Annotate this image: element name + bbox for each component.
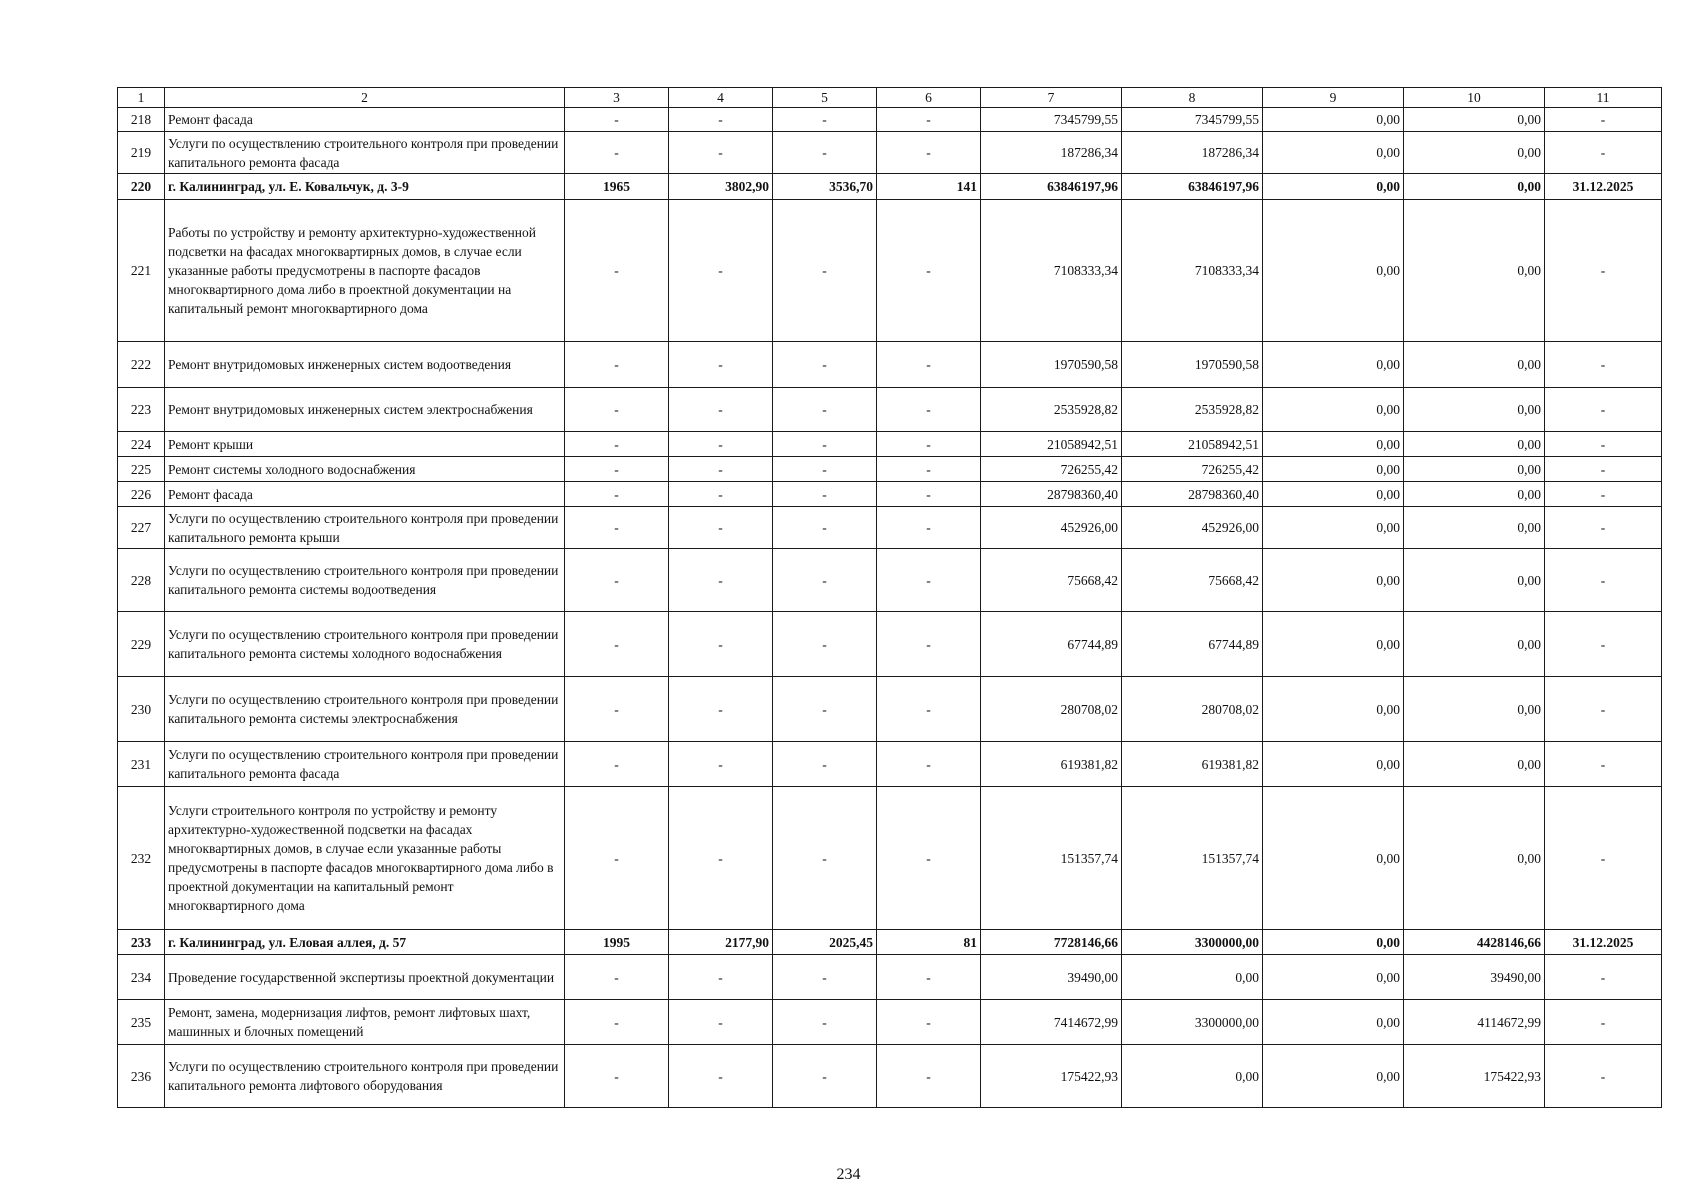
header-cell: 10 <box>1404 88 1545 108</box>
col-5-cell: - <box>773 677 877 742</box>
col-9-cell: 0,00 <box>1263 955 1404 1000</box>
col-4-cell: - <box>669 549 773 612</box>
col-11-cell: - <box>1545 1000 1662 1045</box>
col-8-cell: 1970590,58 <box>1122 342 1263 388</box>
col-11-cell: - <box>1545 787 1662 930</box>
col-4-cell: - <box>669 132 773 174</box>
col-11-cell: - <box>1545 1045 1662 1108</box>
col-7-cell: 452926,00 <box>981 507 1122 549</box>
col-7-cell: 7345799,55 <box>981 108 1122 132</box>
col-3-cell: - <box>565 1045 669 1108</box>
col-5-cell: - <box>773 507 877 549</box>
col-7-cell: 175422,93 <box>981 1045 1122 1108</box>
col-7-cell: 21058942,51 <box>981 432 1122 457</box>
work-name-cell: Услуги по осуществлению строительного контроля при проведении капитального ремонта системы водоотведения <box>165 549 565 612</box>
col-11-cell: - <box>1545 457 1662 482</box>
col-5-cell: - <box>773 742 877 787</box>
row-number-cell: 227 <box>118 507 165 549</box>
col-4-cell: - <box>669 457 773 482</box>
col-6-cell: - <box>877 1045 981 1108</box>
work-name-cell: Ремонт фасада <box>165 482 565 507</box>
col-4-cell: - <box>669 108 773 132</box>
work-name-cell: Ремонт системы холодного водоснабжения <box>165 457 565 482</box>
row-number-cell: 229 <box>118 612 165 677</box>
col-11-cell: - <box>1545 342 1662 388</box>
col-9-cell: 0,00 <box>1263 108 1404 132</box>
col-6-cell: - <box>877 342 981 388</box>
col-4-cell: - <box>669 742 773 787</box>
row-number-cell: 236 <box>118 1045 165 1108</box>
col-10-cell: 0,00 <box>1404 200 1545 342</box>
table-row <box>118 457 1662 482</box>
col-8-cell: 619381,82 <box>1122 742 1263 787</box>
work-name-cell: Ремонт внутридомовых инженерных систем электроснабжения <box>165 388 565 432</box>
col-11-cell: - <box>1545 200 1662 342</box>
col-5-cell: - <box>773 549 877 612</box>
col-10-cell: 0,00 <box>1404 174 1545 200</box>
col-10-cell: 0,00 <box>1404 742 1545 787</box>
col-8-cell: 21058942,51 <box>1122 432 1263 457</box>
work-name-cell: Проведение государственной экспертизы проектной документации <box>165 955 565 1000</box>
header-cell: 7 <box>981 88 1122 108</box>
col-3-cell: - <box>565 457 669 482</box>
col-3-cell: 1965 <box>565 174 669 200</box>
col-7-cell: 75668,42 <box>981 549 1122 612</box>
row-number-cell: 221 <box>118 200 165 342</box>
table-row <box>118 677 1662 742</box>
col-3-cell: - <box>565 955 669 1000</box>
col-4-cell: - <box>669 482 773 507</box>
col-3-cell: - <box>565 677 669 742</box>
work-name-cell: г. Калининград, ул. Еловая аллея, д. 57 <box>165 930 565 955</box>
row-number-cell: 232 <box>118 787 165 930</box>
col-10-cell: 0,00 <box>1404 342 1545 388</box>
col-11-cell: - <box>1545 612 1662 677</box>
col-6-cell: - <box>877 955 981 1000</box>
header-cell: 1 <box>118 88 165 108</box>
col-8-cell: 28798360,40 <box>1122 482 1263 507</box>
col-6-cell: - <box>877 200 981 342</box>
col-3-cell: - <box>565 388 669 432</box>
col-4-cell: - <box>669 388 773 432</box>
col-7-cell: 187286,34 <box>981 132 1122 174</box>
col-6-cell: - <box>877 612 981 677</box>
table-row <box>118 108 1662 132</box>
col-6-cell: - <box>877 432 981 457</box>
work-name-cell: Ремонт крыши <box>165 432 565 457</box>
col-7-cell: 726255,42 <box>981 457 1122 482</box>
col-3-cell: - <box>565 507 669 549</box>
col-8-cell: 75668,42 <box>1122 549 1263 612</box>
work-name-cell: Ремонт, замена, модернизация лифтов, ремонт лифтовых шахт, машинных и блочных помещений <box>165 1000 565 1045</box>
col-6-cell: - <box>877 1000 981 1045</box>
col-7-cell: 619381,82 <box>981 742 1122 787</box>
col-10-cell: 0,00 <box>1404 507 1545 549</box>
col-5-cell: - <box>773 432 877 457</box>
col-10-cell: 175422,93 <box>1404 1045 1545 1108</box>
col-8-cell: 0,00 <box>1122 955 1263 1000</box>
col-11-cell: - <box>1545 432 1662 457</box>
row-number-cell: 222 <box>118 342 165 388</box>
row-number-cell: 225 <box>118 457 165 482</box>
col-9-cell: 0,00 <box>1263 1000 1404 1045</box>
col-8-cell: 187286,34 <box>1122 132 1263 174</box>
row-number-cell: 218 <box>118 108 165 132</box>
work-name-cell: г. Калининград, ул. Е. Ковальчук, д. 3-9 <box>165 174 565 200</box>
table-row <box>118 342 1662 388</box>
row-number-cell: 224 <box>118 432 165 457</box>
col-8-cell: 452926,00 <box>1122 507 1263 549</box>
col-5-cell: 3536,70 <box>773 174 877 200</box>
col-6-cell: - <box>877 388 981 432</box>
col-10-cell: 4114672,99 <box>1404 1000 1545 1045</box>
col-7-cell: 28798360,40 <box>981 482 1122 507</box>
col-5-cell: - <box>773 108 877 132</box>
col-10-cell: 0,00 <box>1404 549 1545 612</box>
col-3-cell: - <box>565 482 669 507</box>
col-3-cell: - <box>565 742 669 787</box>
col-8-cell: 280708,02 <box>1122 677 1263 742</box>
col-8-cell: 726255,42 <box>1122 457 1263 482</box>
header-cell: 2 <box>165 88 565 108</box>
row-number-cell: 220 <box>118 174 165 200</box>
table-row <box>118 1000 1662 1045</box>
col-11-cell: - <box>1545 955 1662 1000</box>
table-row <box>118 200 1662 342</box>
col-5-cell: - <box>773 200 877 342</box>
col-9-cell: 0,00 <box>1263 677 1404 742</box>
col-3-cell: 1995 <box>565 930 669 955</box>
row-number-cell: 234 <box>118 955 165 1000</box>
col-7-cell: 7108333,34 <box>981 200 1122 342</box>
col-9-cell: 0,00 <box>1263 612 1404 677</box>
col-7-cell: 2535928,82 <box>981 388 1122 432</box>
col-9-cell: 0,00 <box>1263 549 1404 612</box>
col-9-cell: 0,00 <box>1263 132 1404 174</box>
capital-repair-table <box>117 87 1662 1108</box>
col-9-cell: 0,00 <box>1263 742 1404 787</box>
col-5-cell: 2025,45 <box>773 930 877 955</box>
col-5-cell: - <box>773 342 877 388</box>
col-7-cell: 1970590,58 <box>981 342 1122 388</box>
col-10-cell: 0,00 <box>1404 677 1545 742</box>
col-4-cell: - <box>669 612 773 677</box>
work-name-cell: Услуги по осуществлению строительного контроля при проведении капитального ремонта фасада <box>165 132 565 174</box>
col-10-cell: 4428146,66 <box>1404 930 1545 955</box>
col-5-cell: - <box>773 612 877 677</box>
col-10-cell: 0,00 <box>1404 388 1545 432</box>
col-6-cell: - <box>877 507 981 549</box>
col-4-cell: - <box>669 507 773 549</box>
col-8-cell: 7345799,55 <box>1122 108 1263 132</box>
col-8-cell: 2535928,82 <box>1122 388 1263 432</box>
col-10-cell: 39490,00 <box>1404 955 1545 1000</box>
table-row <box>118 432 1662 457</box>
work-name-cell: Услуги по осуществлению строительного контроля при проведении капитального ремонта системы электроснабжения <box>165 677 565 742</box>
col-7-cell: 151357,74 <box>981 787 1122 930</box>
col-11-cell: - <box>1545 108 1662 132</box>
col-10-cell: 0,00 <box>1404 482 1545 507</box>
col-6-cell: - <box>877 787 981 930</box>
col-4-cell: - <box>669 1000 773 1045</box>
table-row <box>118 174 1662 200</box>
col-9-cell: 0,00 <box>1263 432 1404 457</box>
col-11-cell: 31.12.2025 <box>1545 174 1662 200</box>
table-row <box>118 742 1662 787</box>
col-3-cell: - <box>565 342 669 388</box>
col-10-cell: 0,00 <box>1404 612 1545 677</box>
col-3-cell: - <box>565 108 669 132</box>
col-11-cell: - <box>1545 742 1662 787</box>
col-4-cell: - <box>669 342 773 388</box>
row-number-cell: 228 <box>118 549 165 612</box>
table-row <box>118 1045 1662 1108</box>
col-5-cell: - <box>773 388 877 432</box>
col-4-cell: - <box>669 200 773 342</box>
col-9-cell: 0,00 <box>1263 787 1404 930</box>
col-6-cell: 81 <box>877 930 981 955</box>
row-number-cell: 231 <box>118 742 165 787</box>
work-name-cell: Ремонт внутридомовых инженерных систем водоотведения <box>165 342 565 388</box>
col-4-cell: - <box>669 1045 773 1108</box>
col-6-cell: - <box>877 108 981 132</box>
row-number-cell: 233 <box>118 930 165 955</box>
col-11-cell: - <box>1545 677 1662 742</box>
col-4-cell: - <box>669 955 773 1000</box>
row-number-cell: 226 <box>118 482 165 507</box>
work-name-cell: Услуги по осуществлению строительного контроля при проведении капитального ремонта фасада <box>165 742 565 787</box>
col-7-cell: 67744,89 <box>981 612 1122 677</box>
col-9-cell: 0,00 <box>1263 200 1404 342</box>
work-name-cell: Услуги по осуществлению строительного контроля при проведении капитального ремонта крыши <box>165 507 565 549</box>
col-9-cell: 0,00 <box>1263 930 1404 955</box>
header-cell: 5 <box>773 88 877 108</box>
col-4-cell: - <box>669 677 773 742</box>
col-4-cell: 3802,90 <box>669 174 773 200</box>
col-8-cell: 151357,74 <box>1122 787 1263 930</box>
col-5-cell: - <box>773 1000 877 1045</box>
work-name-cell: Услуги по осуществлению строительного контроля при проведении капитального ремонта лифтового оборудования <box>165 1045 565 1108</box>
col-10-cell: 0,00 <box>1404 132 1545 174</box>
col-11-cell: 31.12.2025 <box>1545 930 1662 955</box>
work-name-cell: Услуги строительного контроля по устройству и ремонту архитектурно-художественной подсветки на фасадах многоквартирных домов, в случае если указанные работы предусмотрены в паспорте фасадов многоквартирного дома либо в проектной документации на капитальный ремонт многоквартирного дома <box>165 787 565 930</box>
table-row <box>118 388 1662 432</box>
header-cell: 9 <box>1263 88 1404 108</box>
col-6-cell: - <box>877 677 981 742</box>
header-cell: 6 <box>877 88 981 108</box>
header-cell: 3 <box>565 88 669 108</box>
col-9-cell: 0,00 <box>1263 457 1404 482</box>
col-3-cell: - <box>565 132 669 174</box>
col-11-cell: - <box>1545 132 1662 174</box>
col-5-cell: - <box>773 1045 877 1108</box>
col-3-cell: - <box>565 612 669 677</box>
col-3-cell: - <box>565 549 669 612</box>
table-row <box>118 507 1662 549</box>
col-7-cell: 39490,00 <box>981 955 1122 1000</box>
col-8-cell: 67744,89 <box>1122 612 1263 677</box>
col-9-cell: 0,00 <box>1263 507 1404 549</box>
col-9-cell: 0,00 <box>1263 342 1404 388</box>
col-11-cell: - <box>1545 482 1662 507</box>
table-row <box>118 787 1662 930</box>
col-11-cell: - <box>1545 549 1662 612</box>
col-8-cell: 63846197,96 <box>1122 174 1263 200</box>
row-number-cell: 230 <box>118 677 165 742</box>
table-row <box>118 482 1662 507</box>
table-row <box>118 930 1662 955</box>
row-number-cell: 219 <box>118 132 165 174</box>
header-cell: 4 <box>669 88 773 108</box>
col-10-cell: 0,00 <box>1404 457 1545 482</box>
col-8-cell: 0,00 <box>1122 1045 1263 1108</box>
col-4-cell: 2177,90 <box>669 930 773 955</box>
col-6-cell: 141 <box>877 174 981 200</box>
work-name-cell: Услуги по осуществлению строительного контроля при проведении капитального ремонта системы холодного водоснабжения <box>165 612 565 677</box>
col-9-cell: 0,00 <box>1263 174 1404 200</box>
work-name-cell: Ремонт фасада <box>165 108 565 132</box>
col-6-cell: - <box>877 482 981 507</box>
col-6-cell: - <box>877 742 981 787</box>
col-9-cell: 0,00 <box>1263 482 1404 507</box>
col-5-cell: - <box>773 457 877 482</box>
col-5-cell: - <box>773 955 877 1000</box>
table-row <box>118 955 1662 1000</box>
table-row <box>118 612 1662 677</box>
col-8-cell: 3300000,00 <box>1122 1000 1263 1045</box>
col-6-cell: - <box>877 457 981 482</box>
col-7-cell: 7728146,66 <box>981 930 1122 955</box>
col-4-cell: - <box>669 787 773 930</box>
col-9-cell: 0,00 <box>1263 388 1404 432</box>
col-11-cell: - <box>1545 507 1662 549</box>
col-10-cell: 0,00 <box>1404 432 1545 457</box>
table-row <box>118 132 1662 174</box>
row-number-cell: 235 <box>118 1000 165 1045</box>
table-row <box>118 549 1662 612</box>
col-10-cell: 0,00 <box>1404 787 1545 930</box>
col-6-cell: - <box>877 549 981 612</box>
col-3-cell: - <box>565 432 669 457</box>
header-cell: 11 <box>1545 88 1662 108</box>
header-row <box>118 88 1662 108</box>
header-cell: 8 <box>1122 88 1263 108</box>
col-3-cell: - <box>565 200 669 342</box>
col-5-cell: - <box>773 132 877 174</box>
page-number: 234 <box>836 1166 861 1183</box>
col-4-cell: - <box>669 432 773 457</box>
col-8-cell: 3300000,00 <box>1122 930 1263 955</box>
col-3-cell: - <box>565 787 669 930</box>
col-5-cell: - <box>773 787 877 930</box>
col-7-cell: 280708,02 <box>981 677 1122 742</box>
col-6-cell: - <box>877 132 981 174</box>
row-number-cell: 223 <box>118 388 165 432</box>
col-5-cell: - <box>773 482 877 507</box>
col-8-cell: 7108333,34 <box>1122 200 1263 342</box>
col-3-cell: - <box>565 1000 669 1045</box>
col-9-cell: 0,00 <box>1263 1045 1404 1108</box>
col-7-cell: 7414672,99 <box>981 1000 1122 1045</box>
col-11-cell: - <box>1545 388 1662 432</box>
work-name-cell: Работы по устройству и ремонту архитектурно-художественной подсветки на фасадах многоквартирных домов, в случае если указанные работы предусмотрены в паспорте фасадов многоквартирного дома либо в проектной документации на капитальный ремонт многоквартирного дома <box>165 200 565 342</box>
col-10-cell: 0,00 <box>1404 108 1545 132</box>
col-7-cell: 63846197,96 <box>981 174 1122 200</box>
